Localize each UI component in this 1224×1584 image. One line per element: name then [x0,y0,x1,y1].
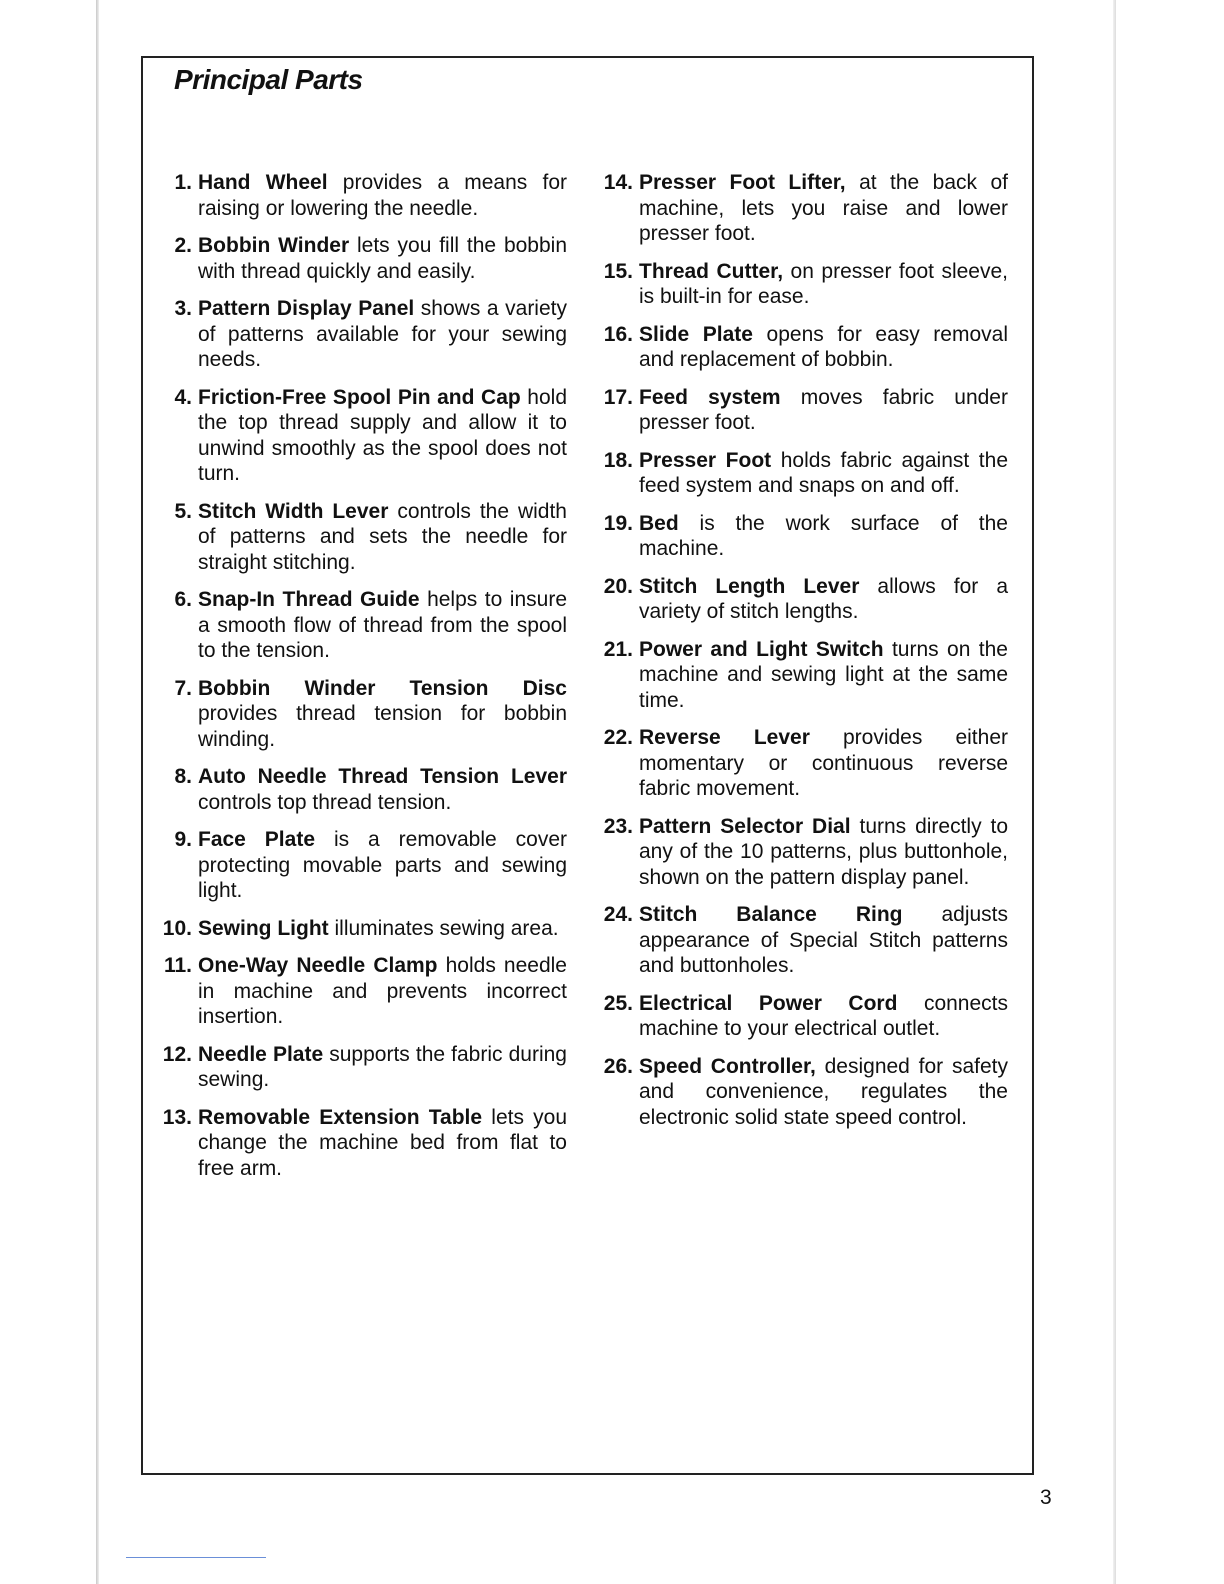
part-description: hold the top thread supply and allow it to unwind smoothly as the spool does not turn. [198,385,567,485]
part-text [198,385,567,487]
part-number: 22. [603,726,633,749]
part-description: adjusts appearance of Special Stitch patterns and buttonholes. [639,903,1009,977]
part-name: Stitch Width Lever [198,499,389,523]
part-number: 11. [163,954,192,977]
part-number: 13. [162,1105,192,1129]
part-description: provides thread tension for bobbin winding. [198,702,567,751]
part-text [198,676,567,753]
part-number: 25. [603,991,633,1015]
part-number: 23. [603,814,633,838]
page-title: Principal Parts [174,64,363,95]
part-item [153,499,567,576]
part-number: 14. [603,171,633,194]
part-item [594,902,1008,979]
part-number: 20. [603,574,633,598]
page-number: 3 [1040,1486,1052,1509]
left-column [153,170,567,1193]
part-item [153,587,567,664]
part-text [198,170,567,221]
part-text [639,511,1008,562]
part-text [198,916,567,942]
part-item [594,259,1008,310]
part-number: 2. [174,234,192,257]
part-number: 6. [174,588,192,611]
part-item [153,296,567,373]
part-description: controls the width of patterns and sets the needle for straight stitching. [198,499,567,574]
part-text [198,296,567,373]
part-item [594,1054,1008,1131]
part-text [639,637,1008,714]
part-text [198,1105,567,1182]
part-item [594,637,1008,714]
part-name: Stitch Balance Ring [639,903,903,926]
part-text [639,1054,1008,1131]
part-description: provides either momentary or continuous reverse fabric movement. [639,726,1008,800]
scan-artifact-line [126,1557,266,1558]
part-name: Power and Light Switch [639,637,884,661]
part-description: illuminates sewing area. [334,916,559,940]
part-text [639,322,1008,373]
part-description: allows for a variety of stitch lengths. [639,574,1008,623]
part-name: One-Way Needle Clamp [198,954,438,977]
part-name: Pattern Display Panel [198,297,415,320]
part-number: 3. [174,297,192,320]
part-number: 16. [603,322,633,346]
part-name: Stitch Length Lever [639,574,860,598]
part-name: Pattern Selector Dial [639,814,851,838]
part-text [639,991,1008,1042]
part-name: Snap-In Thread Guide [198,588,420,611]
part-item [594,814,1008,891]
part-name: Presser Foot [639,448,772,472]
part-description: holds needle in machine and prevents incorrect insertion. [198,954,567,1028]
part-item [594,170,1008,247]
part-item [153,676,567,753]
part-description: supports the fabric during sewing. [198,1042,567,1091]
part-number: 1. [174,171,192,194]
part-description: turns directly to any of the 10 patterns, plus buttonhole, shown on the pattern display panel. [639,814,1009,889]
part-name: Bobbin Winder [198,234,350,257]
part-text [639,385,1008,436]
part-description: opens for easy removal and replacement of bobbin. [639,322,1008,371]
part-number: 24. [603,903,633,926]
part-number: 19. [603,511,633,535]
part-name: Bed [639,511,679,535]
binding-edge [96,0,99,1584]
part-description: helps to insure a smooth flow of thread from the spool to the tension. [198,588,567,662]
part-number: 18. [603,448,633,472]
part-name: Feed system [639,385,781,409]
part-name: Reverse Lever [639,726,810,749]
part-name: Needle Plate [198,1042,324,1066]
part-item [594,511,1008,562]
right-column [594,170,1008,1142]
part-text [639,448,1008,499]
part-item [153,385,567,487]
part-name: Friction-Free Spool Pin and Cap [198,385,521,409]
part-item [594,448,1008,499]
part-description: holds fabric against the feed system and snaps on and off. [639,448,1008,497]
part-description: connects machine to your electrical outlet. [639,991,1008,1040]
part-description: designed for safety and convenience, regulates the electronic solid state speed control. [639,1054,1008,1129]
part-description: at the back of machine, lets you raise and lower presser foot. [639,171,1008,245]
part-description: lets you change the machine bed from flat to free arm. [198,1105,568,1180]
part-description: shows a variety of patterns available for your sewing needs. [198,297,567,371]
part-item [594,991,1008,1042]
part-description: on presser foot sleeve, is built-in for ease. [639,259,1009,308]
part-item [153,953,567,1030]
part-number: 5. [174,499,192,523]
part-number: 26. [603,1054,633,1078]
part-number: 9. [174,828,192,851]
part-name: Speed Controller, [639,1054,816,1078]
part-item [594,385,1008,436]
part-item [153,1042,567,1093]
part-item [594,574,1008,625]
part-description: turns on the machine and sewing light at the same time. [639,637,1008,712]
part-name: Sewing Light [198,916,329,940]
page-edge [1113,0,1116,1584]
part-text [198,827,567,904]
part-text [639,902,1008,979]
part-description: moves fabric under presser foot. [639,385,1008,434]
part-text [198,1042,567,1093]
part-item [153,1105,567,1182]
part-number: 21. [603,637,633,661]
part-name: Presser Foot Lifter, [639,171,846,194]
part-text [198,587,567,664]
part-text [198,764,567,815]
part-number: 8. [174,765,192,788]
part-text [639,574,1008,625]
part-text [639,170,1008,247]
part-text [198,953,567,1030]
part-item [594,725,1008,802]
part-name: Removable Extension Table [198,1105,483,1129]
part-text [198,499,567,576]
part-name: Slide Plate [639,322,753,346]
part-name: Bobbin Winder Tension Disc [198,676,567,700]
part-number: 17. [603,385,633,409]
part-description: controls top thread tension. [198,790,452,814]
part-number: 4. [174,385,192,409]
part-text [639,725,1008,802]
part-item [153,170,567,221]
part-name: Face Plate [198,828,315,851]
part-name: Electrical Power Cord [639,991,898,1015]
part-item [153,233,567,284]
part-text [198,233,567,284]
part-item [594,322,1008,373]
part-description: provides a means for raising or lowering the needle. [198,171,567,220]
part-text [639,814,1008,891]
part-name: Auto Needle Thread Tension Lever [198,765,567,788]
part-number: 15. [603,259,633,283]
part-number: 12. [162,1042,192,1066]
part-text [639,259,1008,310]
part-item [153,764,567,815]
part-item [153,916,567,942]
part-description: is a removable cover protecting movable parts and sewing light. [198,828,567,902]
part-name: Thread Cutter, [639,259,784,283]
part-item [153,827,567,904]
part-name: Hand Wheel [198,171,328,194]
part-description: is the work surface of the machine. [639,511,1008,560]
part-number: 10. [162,916,192,940]
part-number: 7. [174,676,192,700]
part-description: lets you fill the bobbin with thread quickly and easily. [198,234,568,283]
